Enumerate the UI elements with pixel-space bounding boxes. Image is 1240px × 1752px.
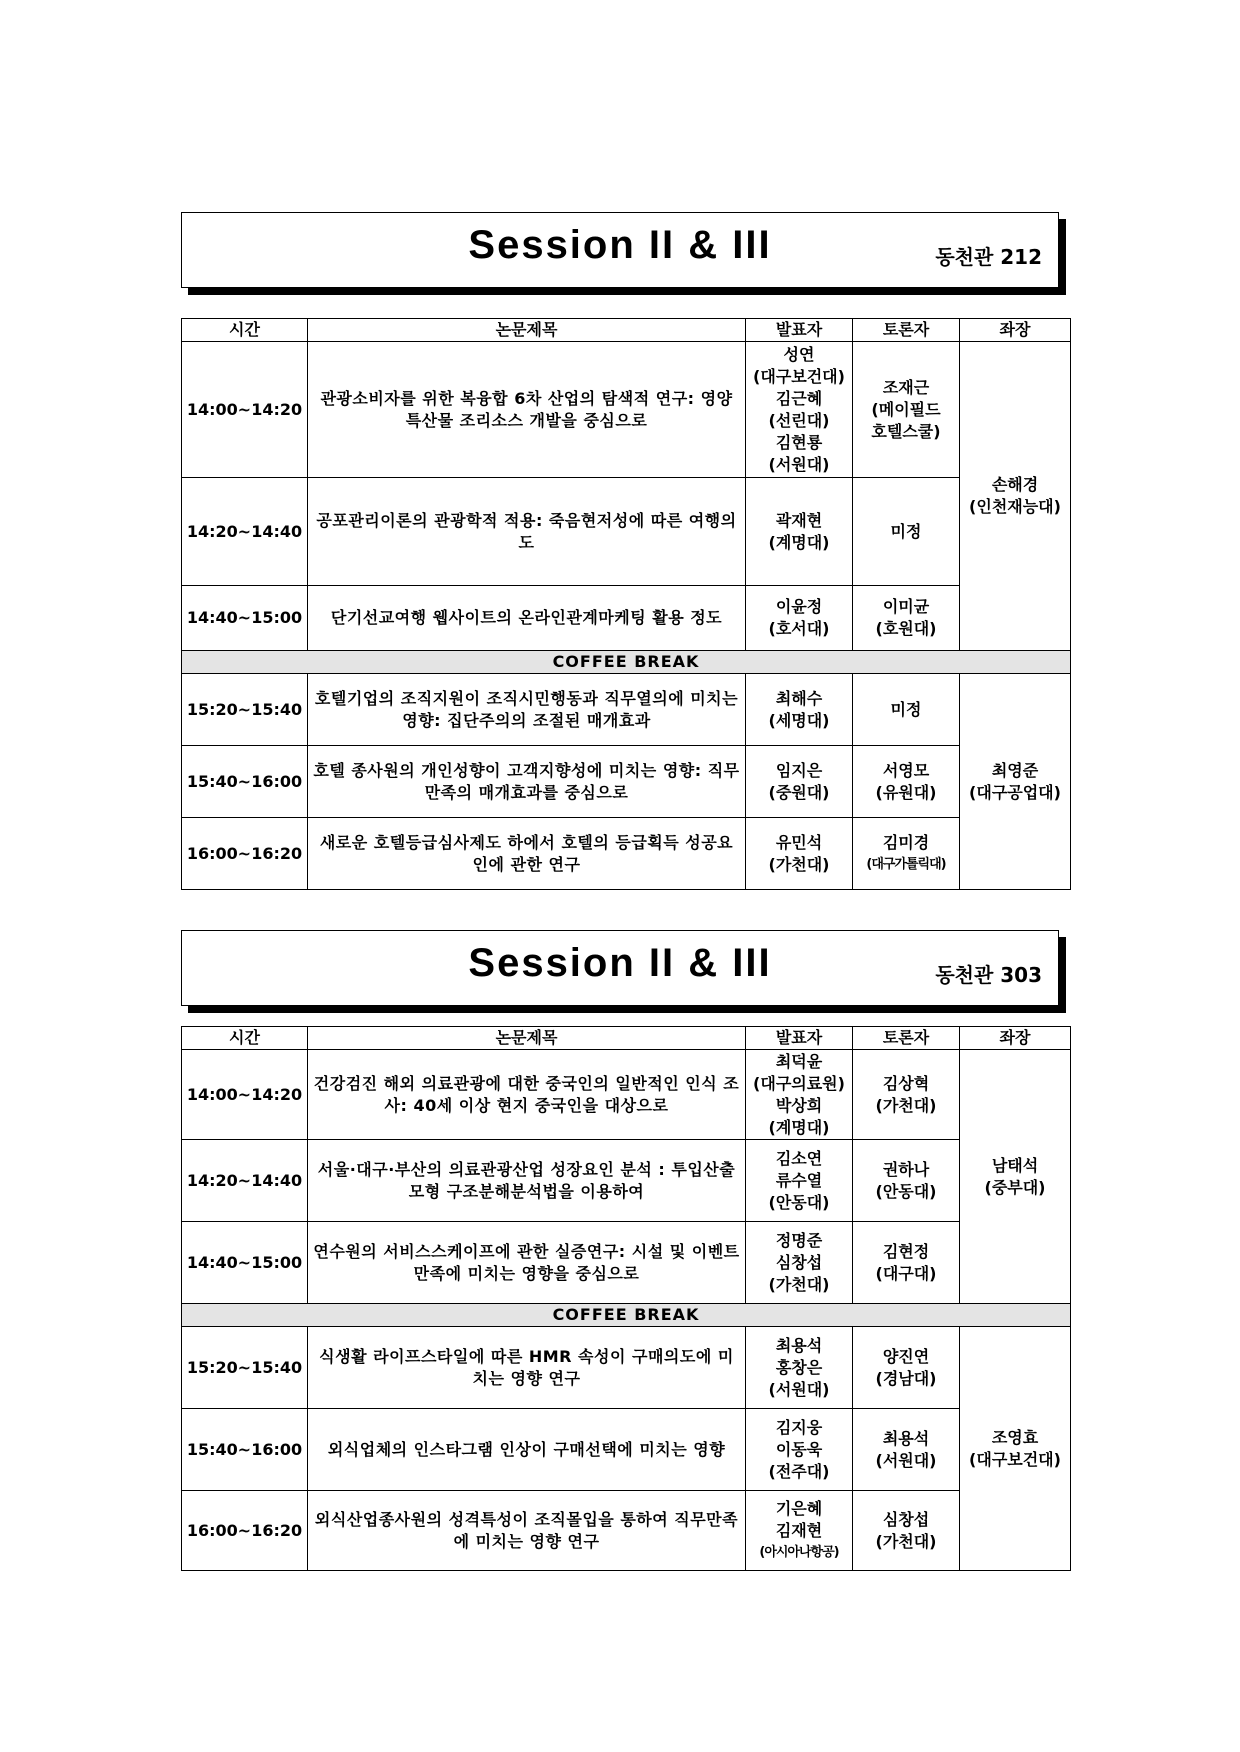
session-212	[181, 212, 1069, 874]
table-row	[182, 478, 1071, 586]
chair-cell: 남태석 (중부대)	[960, 1050, 1071, 1304]
row-presenter: 성연 (대구보건대) 김근혜 (선린대) 김현룡 (서원대)	[746, 342, 853, 478]
table-row	[182, 818, 1071, 890]
session-room: 동천관 212	[935, 245, 1042, 269]
table-row	[182, 586, 1071, 651]
schedule-table	[181, 1026, 1071, 1571]
row-time: 16:00∼16:20	[182, 1491, 308, 1571]
row-discussant: 이미균 (호원대)	[853, 586, 960, 651]
row-discussant: 양진연 (경남대)	[853, 1327, 960, 1409]
row-paper-title: 외식업체의 인스타그램 인상이 구매선택에 미치는 영향	[308, 1409, 746, 1491]
table-row	[182, 1491, 1071, 1571]
coffee-break-row	[182, 651, 1071, 674]
row-time: 15:20∼15:40	[182, 674, 308, 746]
row-presenter: 기은혜 김재현 (아시아나항공)	[746, 1491, 853, 1571]
row-presenter: 임지은 (중원대)	[746, 746, 853, 818]
row-paper-title: 식생활 라이프스타일에 따른 HMR 속성이 구매의도에 미치는 영향 연구	[308, 1327, 746, 1409]
row-presenter: 곽재현 (계명대)	[746, 478, 853, 586]
chair-cell: 손해경 (인천재능대)	[960, 342, 1071, 651]
header-title: 논문제목	[308, 1027, 746, 1050]
schedule-table	[181, 318, 1071, 890]
row-time: 14:40∼15:00	[182, 1222, 308, 1304]
row-discussant: 서영모 (유원대)	[853, 746, 960, 818]
header-presenter: 발표자	[746, 1027, 853, 1050]
row-paper-title: 연수원의 서비스스케이프에 관한 실증연구: 시설 및 이벤트 만족에 미치는 영향을 중심으로	[308, 1222, 746, 1304]
table-row	[182, 1140, 1071, 1222]
row-discussant: 미정	[853, 478, 960, 586]
table-row	[182, 1409, 1071, 1491]
session-banner	[181, 212, 1059, 288]
chair-cell: 조영효 (대구보건대)	[960, 1327, 1071, 1571]
header-chair: 좌장	[960, 319, 1071, 342]
table-row	[182, 746, 1071, 818]
session-title: Session II & III	[468, 223, 772, 267]
table-header-row	[182, 319, 1071, 342]
row-discussant: 최용석 (서원대)	[853, 1409, 960, 1491]
row-time: 15:40∼16:00	[182, 746, 308, 818]
row-time: 16:00∼16:20	[182, 818, 308, 890]
session-303	[181, 930, 1069, 1560]
row-presenter: 유민석 (가천대)	[746, 818, 853, 890]
row-paper-title: 단기선교여행 웹사이트의 온라인관계마케팅 활용 정도	[308, 586, 746, 651]
row-presenter: 최덕윤 (대구의료원) 박상희 (계명대)	[746, 1050, 853, 1140]
row-time: 14:20∼14:40	[182, 478, 308, 586]
session-title: Session II & III	[468, 941, 772, 985]
row-paper-title: 호텔 종사원의 개인성향이 고객지향성에 미치는 영향: 직무만족의 매개효과를 중심으로	[308, 746, 746, 818]
row-time: 14:00∼14:20	[182, 1050, 308, 1140]
table-row	[182, 342, 1071, 478]
row-presenter: 최용석 홍창은 (서원대)	[746, 1327, 853, 1409]
row-discussant: 김현정 (대구대)	[853, 1222, 960, 1304]
header-discussant: 토론자	[853, 319, 960, 342]
row-time: 14:20∼14:40	[182, 1140, 308, 1222]
row-discussant: 미정	[853, 674, 960, 746]
row-presenter: 이윤정 (호서대)	[746, 586, 853, 651]
coffee-break-label: COFFEE BREAK	[182, 1304, 1071, 1327]
table-row	[182, 1327, 1071, 1409]
header-chair: 좌장	[960, 1027, 1071, 1050]
row-paper-title: 외식산업종사원의 성격특성이 조직몰입을 통하여 직무만족에 미치는 영향 연구	[308, 1491, 746, 1571]
header-title: 논문제목	[308, 319, 746, 342]
row-presenter: 김소연 류수열 (안동대)	[746, 1140, 853, 1222]
row-presenter: 김지웅 이동욱 (전주대)	[746, 1409, 853, 1491]
row-presenter: 정명준 심창섭 (가천대)	[746, 1222, 853, 1304]
chair-cell: 최영준 (대구공업대)	[960, 674, 1071, 890]
table-header-row	[182, 1027, 1071, 1050]
session-room: 동천관 303	[935, 963, 1042, 987]
row-discussant: 심창섭 (가천대)	[853, 1491, 960, 1571]
session-banner	[181, 930, 1059, 1006]
row-time: 15:20∼15:40	[182, 1327, 308, 1409]
row-paper-title: 관광소비자를 위한 복융합 6차 산업의 탐색적 연구: 영양 특산물 조리소스 개발을 중심으로	[308, 342, 746, 478]
row-time: 15:40∼16:00	[182, 1409, 308, 1491]
row-paper-title: 서울·대구·부산의 의료관광산업 성장요인 분석 : 투입산출모형 구조분해분석법을 이용하여	[308, 1140, 746, 1222]
row-paper-title: 호텔기업의 조직지원이 조직시민행동과 직무열의에 미치는 영향: 집단주의의 조절된 매개효과	[308, 674, 746, 746]
row-paper-title: 건강검진 해외 의료관광에 대한 중국인의 일반적인 인식 조사: 40세 이상 현지 중국인을 대상으로	[308, 1050, 746, 1140]
row-time: 14:00∼14:20	[182, 342, 308, 478]
header-time: 시간	[182, 1027, 308, 1050]
row-paper-title: 공포관리이론의 관광학적 적용: 죽음현저성에 따른 여행의도	[308, 478, 746, 586]
coffee-break-row	[182, 1304, 1071, 1327]
table-row	[182, 674, 1071, 746]
header-presenter: 발표자	[746, 319, 853, 342]
table-row	[182, 1050, 1071, 1140]
header-time: 시간	[182, 319, 308, 342]
row-paper-title: 새로운 호텔등급심사제도 하에서 호텔의 등급획득 성공요인에 관한 연구	[308, 818, 746, 890]
header-discussant: 토론자	[853, 1027, 960, 1050]
row-discussant: 권하나 (안동대)	[853, 1140, 960, 1222]
table-row	[182, 1222, 1071, 1304]
row-presenter: 최해수 (세명대)	[746, 674, 853, 746]
row-discussant: 조재근 (메이필드 호텔스쿨)	[853, 342, 960, 478]
row-discussant: 김미경 (대구가톨릭대)	[853, 818, 960, 890]
row-discussant: 김상혁 (가천대)	[853, 1050, 960, 1140]
coffee-break-label: COFFEE BREAK	[182, 651, 1071, 674]
row-time: 14:40∼15:00	[182, 586, 308, 651]
